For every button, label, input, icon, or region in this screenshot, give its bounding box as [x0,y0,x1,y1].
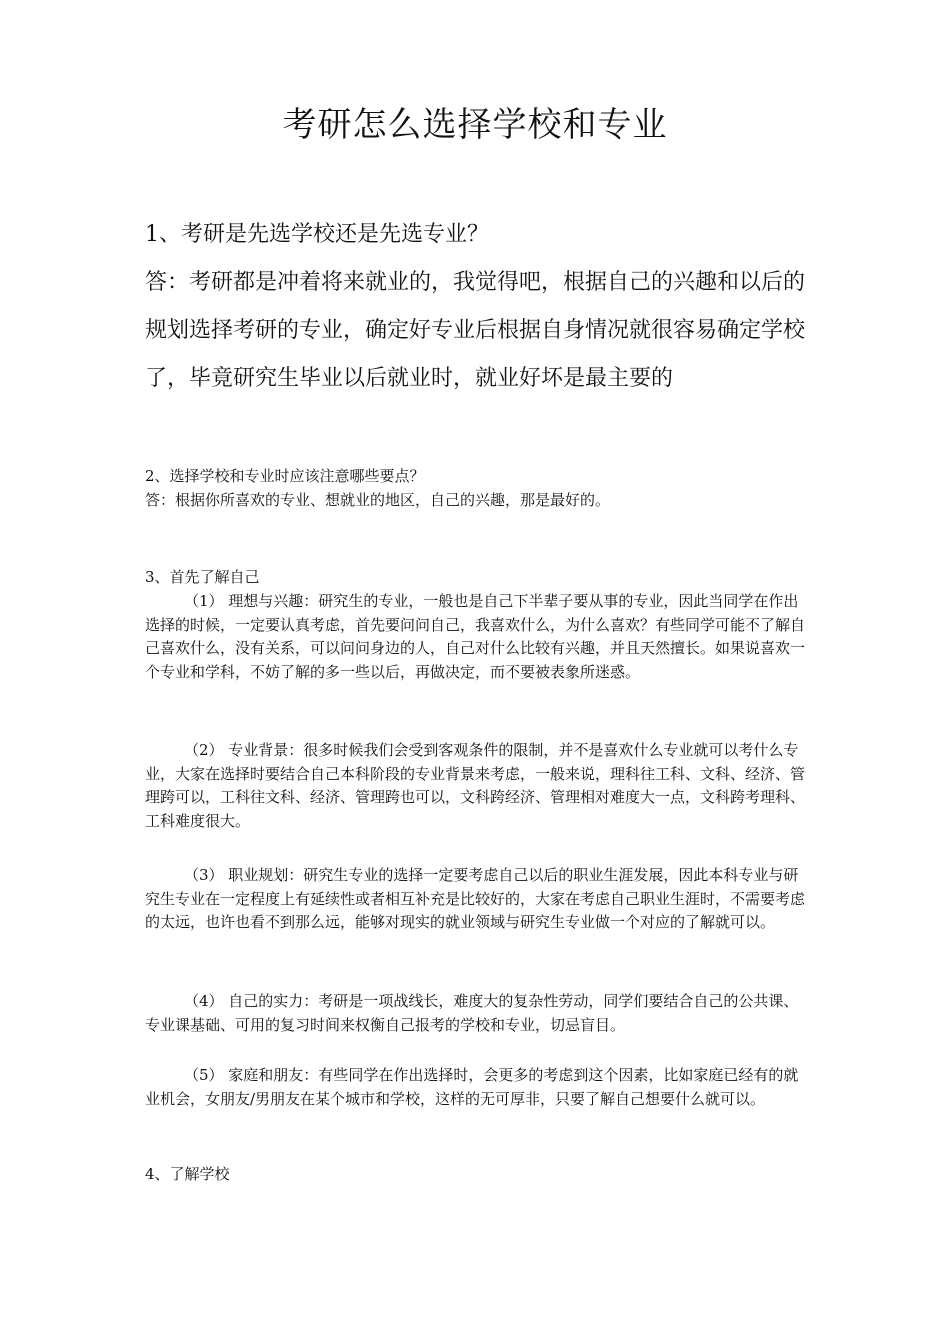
paragraph-ability: （4） 自己的实力：考研是一项战线长，难度大的复杂性劳动，同学们要结合自己的公共课、专业课基础、可用的复习时间来权衡自己报考的学校和专业，切忌盲目。 [145,992,799,1034]
document-title: 考研怎么选择学校和专业 [282,105,668,145]
answer-1: 答：考研都是冲着将来就业的，我觉得吧，根据自己的兴趣和以后的规划选择考研的专业，确定好专业后根据自身情况就很容易确定学校了，毕竟研究生毕业以后就业时，就业好坏是最主要的 [145,270,806,391]
paragraph-family: （5） 家庭和朋友：有些同学在作出选择时，会更多的考虑到这个因素，比如家庭已经有的就业机会，女朋友/男朋友在某个城市和学校，这样的无可厚非，只要了解自己想要什么就可以。 [145,1066,799,1108]
paragraph-interest: （1） 理想与兴趣：研究生的专业，一般也是自己下半辈子要从事的专业，因此当同学在作出选择的时候，一定要认真考虑，首先要问问自己，我喜欢什么，为什么喜欢？有些同学可能不了解自己喜欢什么，没有关系，可以问问身边的人，自己对什么比较有兴趣，并且天然擅长。如果说喜欢一个专业和学科，不妨了解的多一些以后，再做决定，而不要被表象所迷惑。 [145,592,806,681]
question-2: 2、选择学校和专业时应该注意哪些要点？ [145,467,425,485]
answer-2: 答：根据你所喜欢的专业、想就业的地区，自己的兴趣，那是最好的。 [145,491,611,509]
section-heading-3: 3、首先了解自己 [145,568,260,586]
paragraph-career: （3） 职业规划：研究生专业的选择一定要考虑自己以后的职业生涯发展，因此本科专业与研究生专业在一定程度上有延续性或者相互补充是比较好的，大家在考虑自己职业生涯时，不需要考虑的太远，也许也看不到那么远，能够对现实的就业领域与研究生专业做一个对应的了解就可以。 [145,866,806,931]
question-1: 1、考研是先选学校还是先选专业？ [145,222,489,247]
paragraph-background: （2） 专业背景：很多时候我们会受到客观条件的限制，并不是喜欢什么专业就可以考什么专业，大家在选择时要结合自己本科阶段的专业背景来考虑，一般来说，理科往工科、文科、经济、管理跨可以，工科往文科、经济、管理跨也可以，文科跨经济、管理相对难度大一点，文科跨考理科、工科难度很大。 [145,741,806,830]
section-heading-4: 4、了解学校 [145,1165,230,1183]
